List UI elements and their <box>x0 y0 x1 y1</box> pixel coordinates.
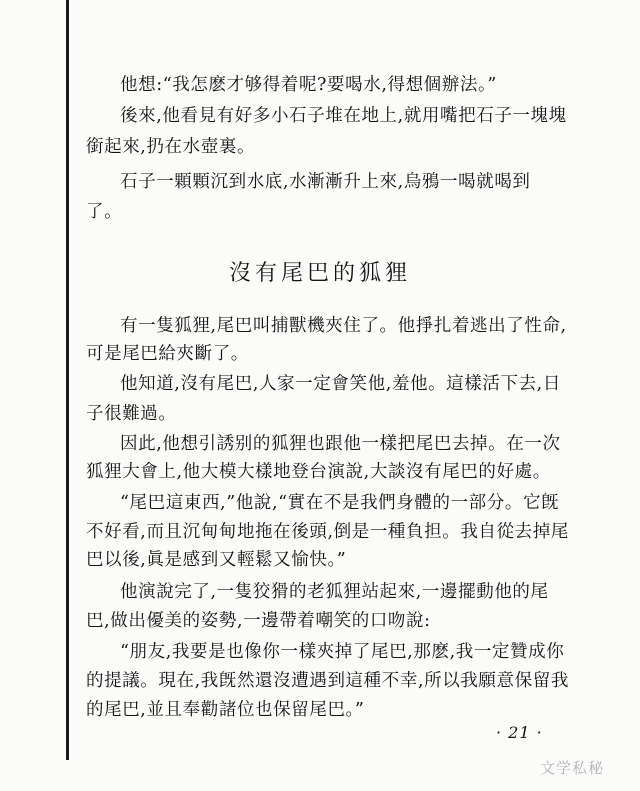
paragraph-line: 巴,做出優美的姿勢,一邊帶着嘲笑的口吻說: <box>86 611 431 631</box>
page-number: · 21 · <box>496 723 543 742</box>
paragraph-line: 了。 <box>86 202 123 222</box>
paragraph-line: 的尾巴,並且奉勸諸位也保留尾巴。” <box>86 700 365 720</box>
paragraph-line: 巴以後,眞是感到又輕鬆又愉快。” <box>86 550 347 570</box>
paragraph-line: 有一隻狐狸,尾巴叫捕獸機夾住了。他掙扎着逃出了性命, <box>120 316 567 336</box>
paragraph-line: 銜起來,扔在水壺裏。 <box>86 137 256 157</box>
paragraph-line: “尾巴這東西,”他說,“實在不是我們身體的一部分。它旣 <box>120 493 560 513</box>
paragraph-line: 因此,他想引誘别的狐狸也跟他一樣把尾巴去掉。在一次 <box>120 434 561 454</box>
paragraph-line: 他演說完了,一隻狡猾的老狐狸站起來,一邊擺動他的尾 <box>120 582 549 602</box>
paragraph-line: 石子一顆顆沉到水底,水漸漸升上來,烏鴉一喝就喝到 <box>120 172 531 192</box>
page-margin-rule <box>66 0 69 760</box>
paragraph-line: 可是尾巴給夾斷了。 <box>86 344 249 364</box>
paragraph-line: 他知道,沒有尾巴,人家一定會笑他,羞他。這樣活下去,日 <box>120 374 561 394</box>
paragraph-line: 子很難過。 <box>86 404 177 424</box>
paragraph-line: 的提議。現在,我旣然還沒遭遇到這種不幸,所以我願意保留我 <box>86 671 569 691</box>
paragraph-line: 狐狸大會上,他大模大樣地登台演說,大談沒有尾巴的好處。 <box>86 462 551 482</box>
paragraph-line: 不好看,而且沉甸甸地拖在後頭,倒是一種負担。我自從去掉尾 <box>86 522 569 542</box>
paragraph-line: “朋友,我要是也像你一樣夾掉了尾巴,那麽,我一定贊成你 <box>120 642 565 662</box>
paragraph-line: 他想:“我怎麽才够得着呢?要喝水,得想個辦法。” <box>120 75 497 95</box>
paragraph-line: 後來,他看見有好多小石子堆在地上,就用嘴把石子一塊塊 <box>120 106 567 126</box>
story-title: 沒有尾巴的狐狸 <box>228 261 411 286</box>
watermark: 文学私秘 <box>540 759 605 777</box>
